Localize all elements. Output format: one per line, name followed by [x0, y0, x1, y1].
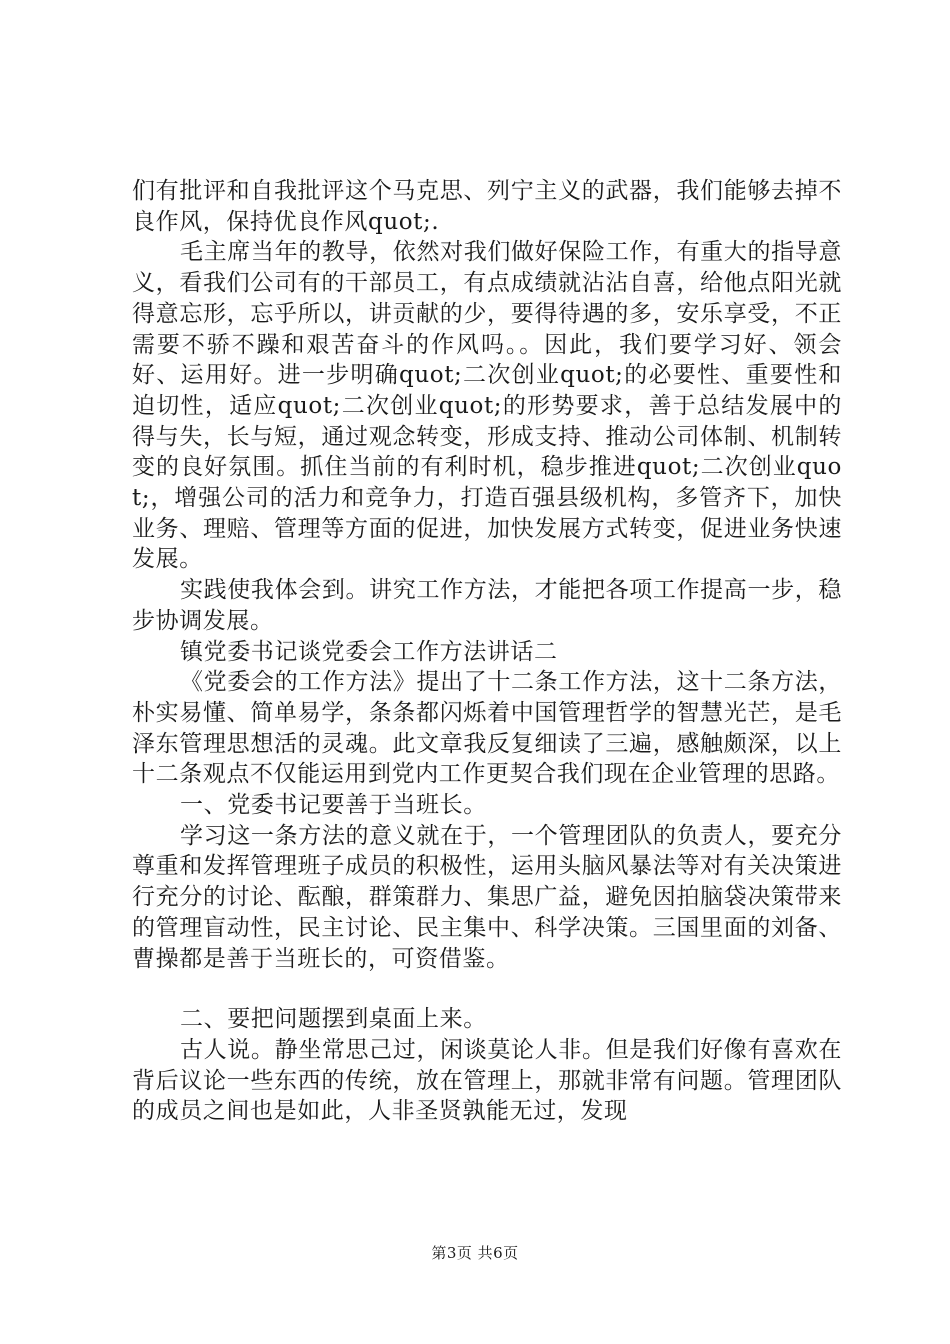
- paragraph-chairman-teaching: 毛主席当年的教导，依然对我们做好保险工作，有重大的指导意义，看我们公司有的干部员工，有点成绩就沾沾自喜，给他点阳光就得意忘形，忘乎所以，讲贡献的少，要得待遇的多，安乐享受，不正需要不骄不躁和艰苦奋斗的作风吗。。因此，我们要学习好、领会好、运用好。进一步明确quot;二次创业quot;的必要性、重要性和迫切性，适应quot;二次创业quot;的形势要求，善于总结发展中的得与失，长与短，通过观念转变，形成支持、推动公司体制、机制转变的良好氛围。抓住当前的有利时机，稳步推进quot;二次创业quot;，增强公司的活力和竞争力，打造百强县级机构，多管齐下，加快业务、理赔、管理等方面的促进，加快发展方式转变，促进业务快速发展。: [132, 239, 842, 573]
- paragraph-point-one: 学习这一条方法的意义就在于，一个管理团队的负责人，要充分尊重和发挥管理班子成员的积极性，运用头脑风暴法等对有关决策进行充分的讨论、酝酿，群策群力、集思广益，避免因拍脑袋决策带来的管理盲动性，民主讨论、民主集中、科学决策。三国里面的刘备、曹操都是善于当班长的，可资借鉴。: [132, 822, 842, 972]
- section-heading: 镇党委书记谈党委会工作方法讲话二: [180, 638, 558, 665]
- paragraph-practice: 实践使我体会到。讲究工作方法，才能把各项工作提高一步，稳步协调发展。: [132, 577, 842, 634]
- point-heading-two: 二、要把问题摆到桌面上来。: [180, 1006, 487, 1033]
- point-heading-one: 一、党委书记要善于当班长。: [180, 792, 487, 819]
- paragraph-point-two: 古人说。静坐常思己过，闲谈莫论人非。但是我们好像有喜欢在背后议论一些东西的传统，放在管理上，那就非常有问题。管理团队的成员之间也是如此，人非圣贤孰能无过，发现: [132, 1036, 842, 1125]
- document-body: [132, 176, 842, 1127]
- page-number: 第3页 共6页: [431, 1244, 519, 1262]
- paragraph-working-methods: 《党委会的工作方法》提出了十二条工作方法，这十二条方法，朴实易懂、简单易学，条条都闪烁着中国管理哲学的智慧光芒，是毛泽东管理思想活的灵魂。此文章我反复细读了三遍，感触颇深，以上十二条观点不仅能运用到党内工作更契合我们现在企业管理的思路。: [132, 669, 842, 788]
- paragraph-continuation: 们有批评和自我批评这个马克思、列宁主义的武器，我们能够去掉不良作风，保持优良作风quot;.: [132, 178, 842, 235]
